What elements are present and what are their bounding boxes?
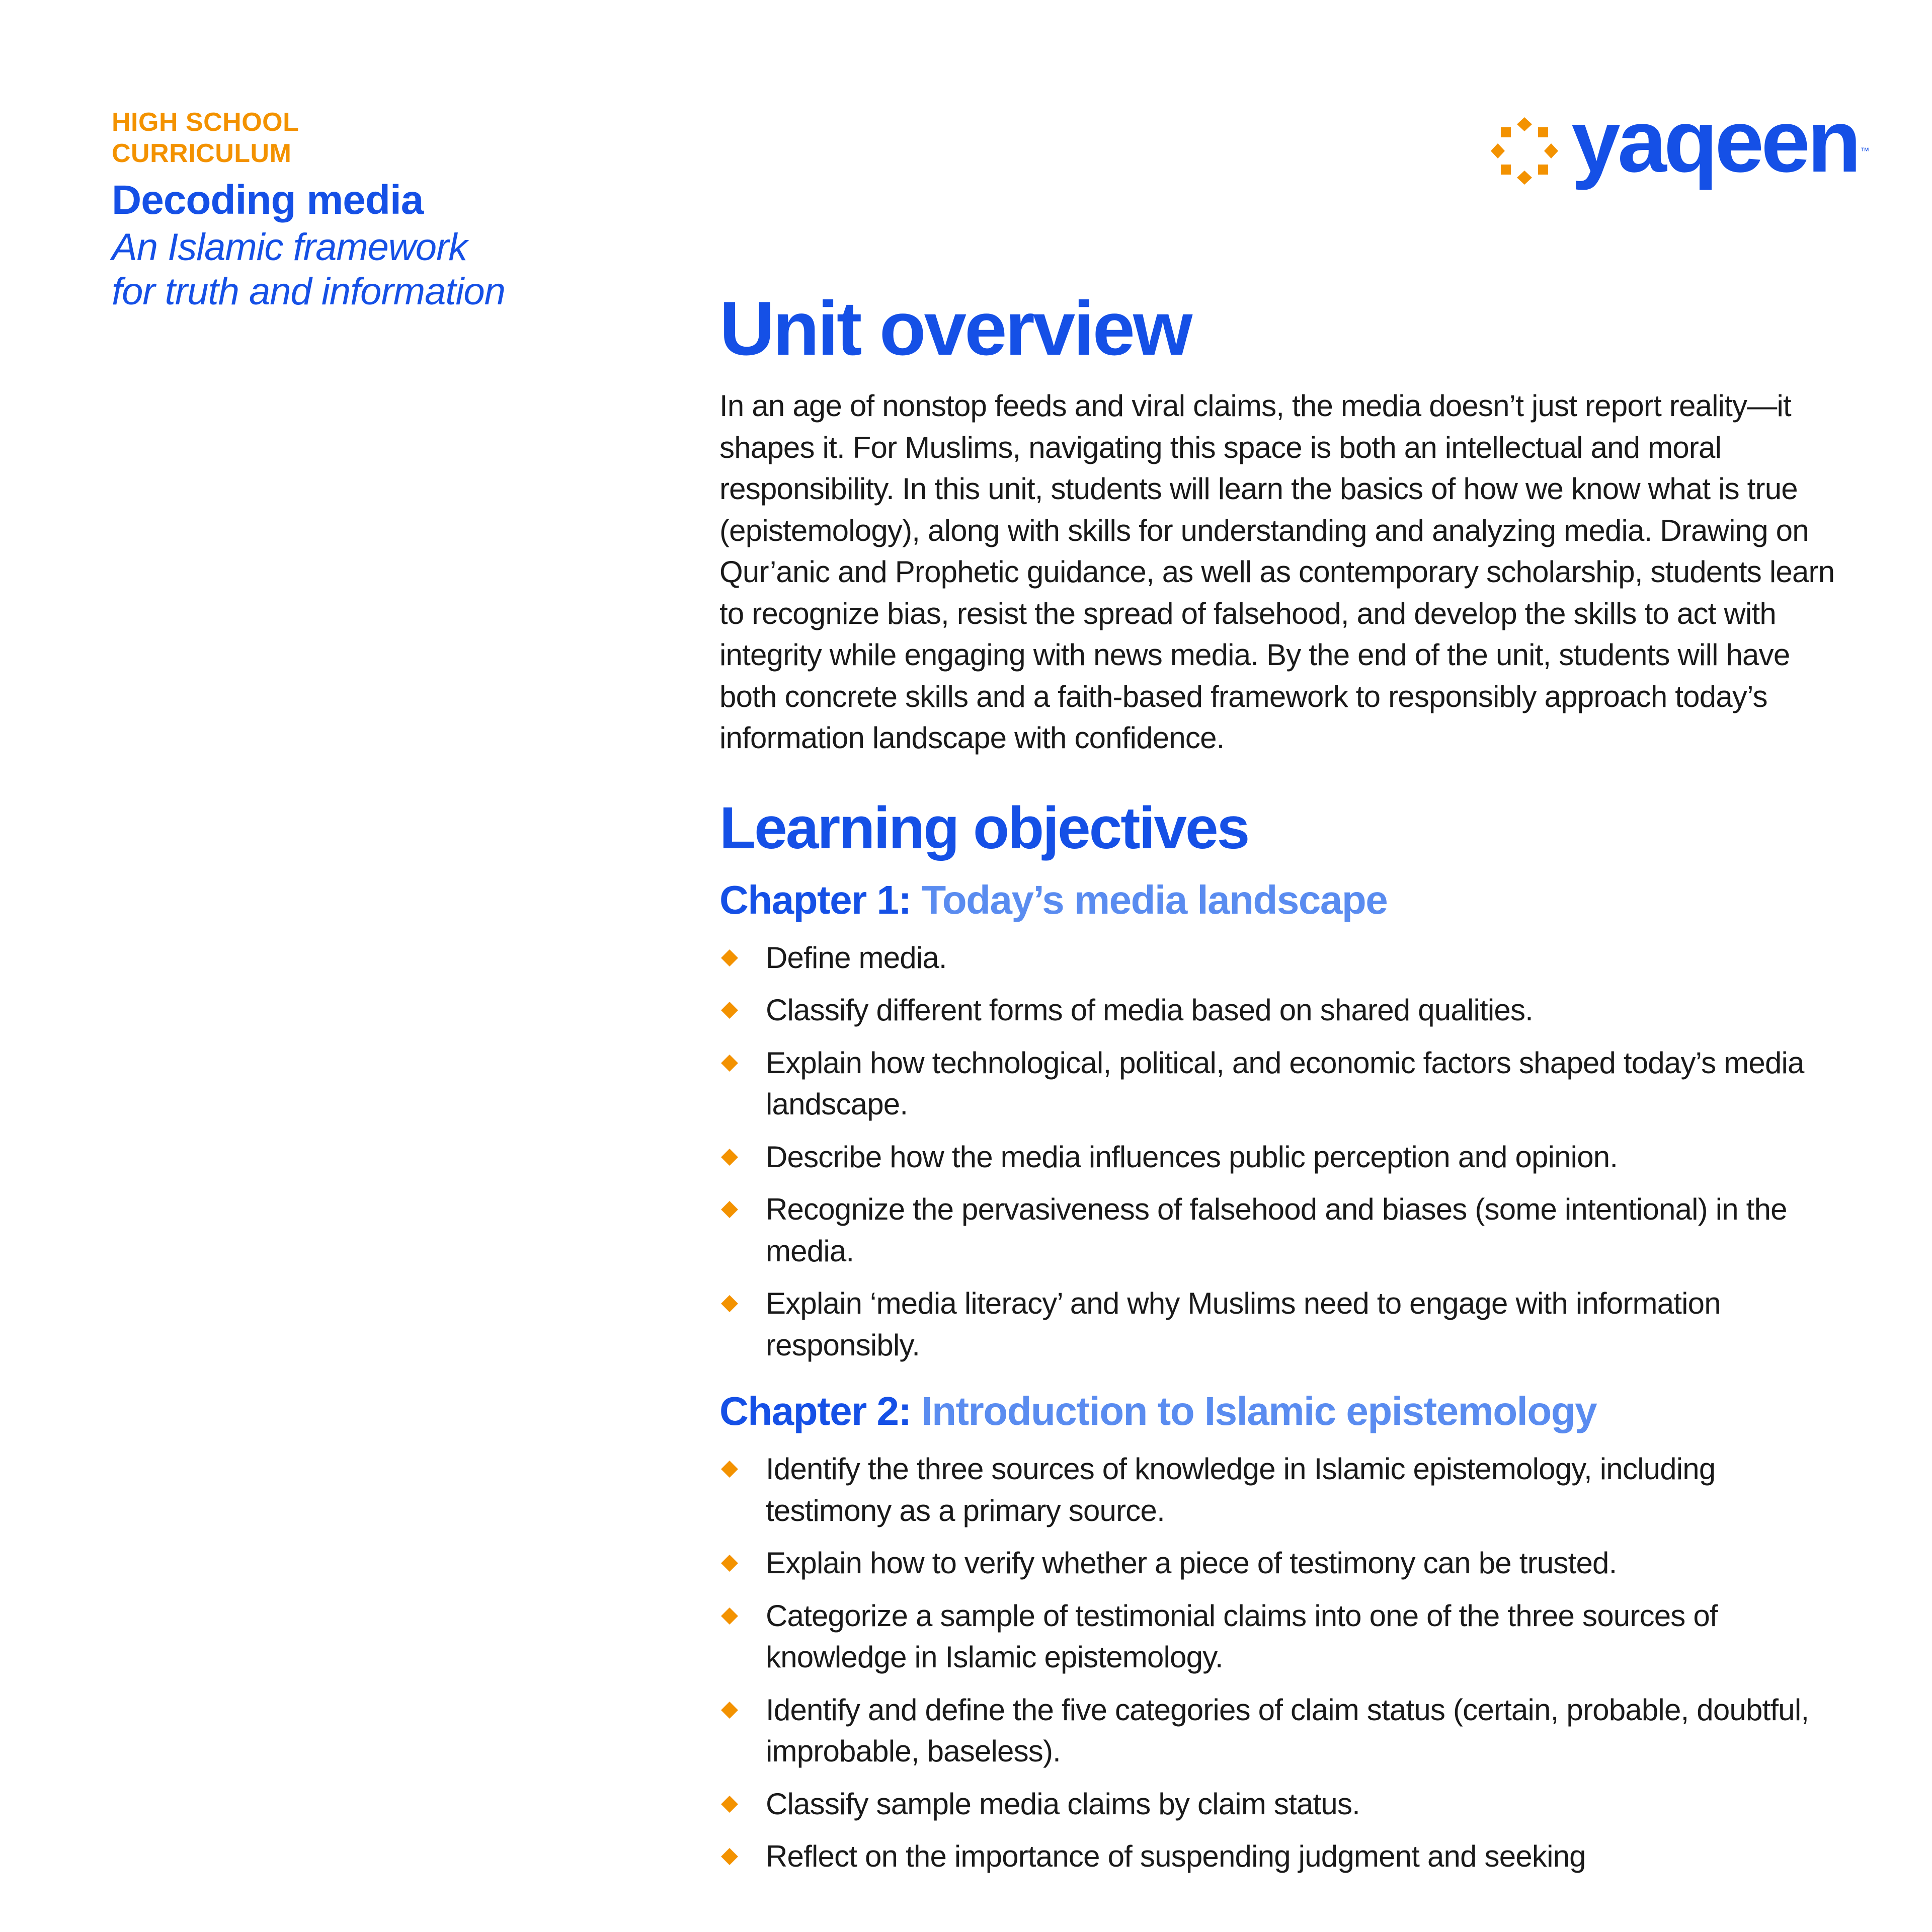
diamond-bullet-icon <box>721 1796 738 1813</box>
list-item: Define media. <box>719 937 1846 979</box>
diamond-bullet-icon <box>721 1201 738 1218</box>
diamond-bullet-icon <box>721 1055 738 1072</box>
chapter-number: Chapter 2: <box>719 1389 911 1433</box>
main-content <box>719 282 1846 1889</box>
diamond-bullet-icon <box>721 1607 738 1625</box>
trademark-symbol: ™ <box>1860 145 1870 156</box>
overview-body: In an age of nonstop feeds and viral claims, the media doesn’t just report reality—it shapes it. For Muslims, navigating this space is both an intellectual and moral responsibility. In this unit, students will learn the basics of how we know what is true (epistemology), along with skills for understanding and analyzing media. Drawing on Qur’anic and Prophetic guidance, as well as contemporary scholarship, students learn to recognize bias, resist the spread of falsehood, and develop the skills to act with integrity while engaging with news media. By the end of the unit, students will have both concrete skills and a faith-based framework to responsibly approach today’s information landscape with confidence. <box>719 389 1835 755</box>
list-item: Identify and define the five categories of claim status (certain, probable, doubtful, improbable, baseless). <box>719 1689 1846 1773</box>
diamond-bullet-icon <box>721 1002 738 1019</box>
curriculum-label: HIGH SCHOOL CURRICULUM <box>112 108 299 168</box>
objectives-heading: Learning objectives <box>719 794 1249 861</box>
list-item: Explain ‘media literacy’ and why Muslims need to engage with information responsibly. <box>719 1283 1846 1366</box>
diamond-bullet-icon <box>721 1295 738 1312</box>
list-item: Describe how the media influences public perception and opinion. <box>719 1137 1846 1178</box>
unit-title: Decoding media <box>112 177 424 223</box>
yaqeen-logo <box>1487 92 1870 191</box>
diamond-bullet-icon <box>721 1149 738 1166</box>
chapter-title: Introduction to Islamic epistemology <box>921 1389 1597 1433</box>
list-item: Categorize a sample of testimonial claims into one of the three sources of knowledge in Islamic epistemology. <box>719 1595 1846 1678</box>
list-item: Classify sample media claims by claim status. <box>719 1784 1846 1825</box>
chapter-number: Chapter 1: <box>719 877 911 922</box>
diamond-bullet-icon <box>721 1461 738 1478</box>
chapter-2-heading <box>719 1385 1846 1437</box>
chapter-2-objectives <box>719 1448 1846 1878</box>
chapter-1-objectives <box>719 937 1846 1366</box>
list-item: Explain how technological, political, and economic factors shaped today’s media landscape. <box>719 1042 1846 1125</box>
diamond-bullet-icon <box>721 1702 738 1719</box>
star-pattern-icon <box>1487 113 1562 189</box>
chapter-1-heading <box>719 874 1846 926</box>
list-item: Explain how to verify whether a piece of testimony can be trusted. <box>719 1543 1846 1584</box>
list-item: Identify the three sources of knowledge in Islamic epistemology, including testimony as a primary source. <box>719 1448 1846 1532</box>
unit-subtitle: An Islamic framework for truth and information <box>112 226 505 313</box>
overview-heading: Unit overview <box>719 286 1191 371</box>
diamond-bullet-icon <box>721 1848 738 1865</box>
list-item: Classify different forms of media based on shared qualities. <box>719 990 1846 1031</box>
diamond-bullet-icon <box>721 1555 738 1572</box>
list-item: Reflect on the importance of suspending judgment and seeking <box>719 1836 1846 1878</box>
logo-wordmark: yaqeen <box>1571 92 1859 191</box>
list-item: Recognize the pervasiveness of falsehood and biases (some intentional) in the media. <box>719 1189 1846 1272</box>
chapter-title: Today’s media landscape <box>921 877 1388 922</box>
diamond-bullet-icon <box>721 949 738 967</box>
unit-header <box>112 107 565 314</box>
